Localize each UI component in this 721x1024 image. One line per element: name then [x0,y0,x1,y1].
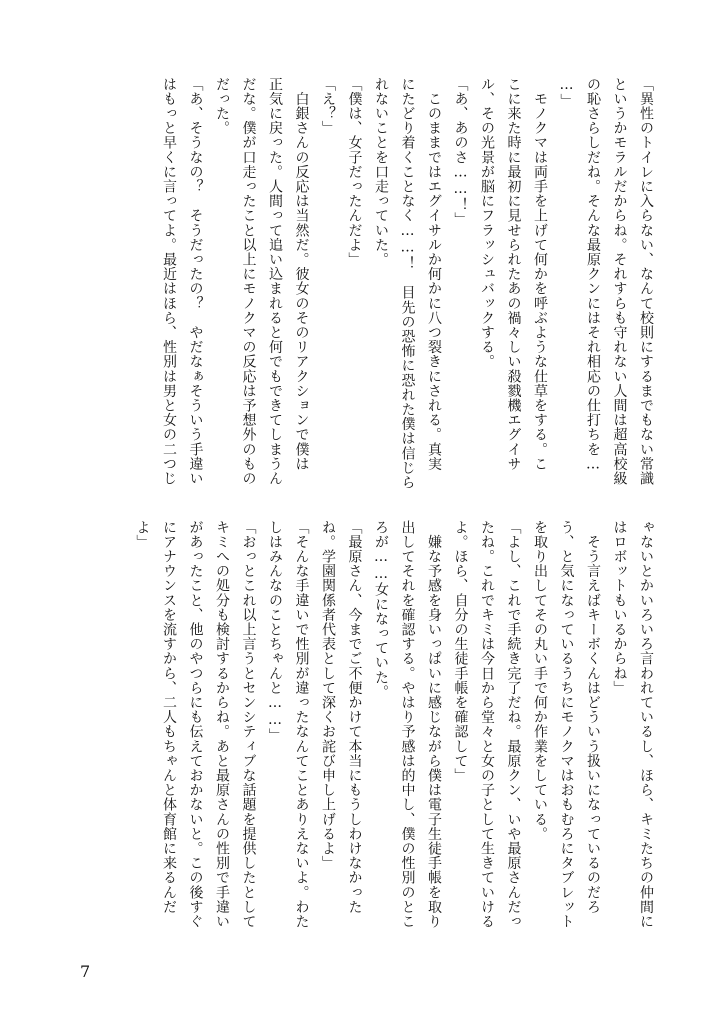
lower-text-line: はロボットもいるからね」 [611,520,628,696]
upper-text-line: 「異性のトイレに入らない、なんて校則にするまでもない常識 [638,77,654,486]
lower-text-line: 出してそれを確認する。やはり予感は的中し、僕の性別のとこ [399,520,416,929]
upper-text-line: こに来た時に最初に見せられたあの禍々しい殺戮機エグイサ [505,77,522,472]
lower-text-line: 「そんな手違いで性別が違ったなんてことありえないよ。わた [293,520,310,929]
lower-text-line: そう言えばキーボくんはどういう扱いになっているのだろ [585,520,601,915]
upper-text-line: の恥さらしだね。そんな最原クンにはそれ相応の仕打ちを… [585,77,601,474]
upper-text-line: このままではエグイサルか何かに八つ裂きにされる。真実 [426,77,442,472]
lower-text-line: があったこと、他のやつらにも伝えておかないと。この後すぐ [187,520,204,929]
upper-text-line: ル、その光景が脳にフラッシュバックする。 [479,77,495,369]
upper-text-line: 「え？」 [320,77,336,136]
lower-text-line: を取り出してその丸い手で何か作業をしている。 [532,520,548,842]
upper-text-line: だな。僕が口走ったこと以上にモノクマの反応は予想外のもの [240,77,257,486]
lower-text-line: しはみんなのことちゃんと……」 [267,520,283,743]
upper-text-line: れないことを口走っていた。 [373,77,389,267]
page-number: 7 [80,962,91,981]
lower-text-block [129,520,659,960]
lower-text-line: 「おっとこれ以上言うとセンシティブな話題を提供したとして [240,520,257,929]
upper-text-line: 白銀さんの反応は当然だ。彼女のそのリアクションで僕は [293,77,310,472]
lower-text-line: 嫌な予感を身いっぱいに感じながら僕は電子生徒手帳を取り [426,520,442,929]
upper-text-line: 正気に戻った。人間って追い込まれると何でもできてしまうん [267,77,283,486]
lower-text-line: ろが……女になっていた。 [373,520,389,700]
upper-text-line: 「あ、そうなの？ そうだったの？ やだなぁそういう手違い [187,77,204,486]
lower-text-line: う、と気になっているうちにモノクマはおもむろにタブレット [558,520,575,929]
lower-text-line: キミへの処分も検討するからね。あと最原さんの性別で手違い [214,520,230,929]
upper-text-line: 「あ、あのさ……！」 [452,77,469,227]
lower-text-line: よ。ほら、自分の生徒手帳を確認して」 [452,520,469,783]
upper-text-line: モノクマは両手を上げて何かを呼ぶような仕草をする。こ [532,77,548,472]
lower-text-line: 「最原さん、今までご不便かけて本当にもうしわけなかった [346,520,363,915]
upper-text-line: はもっと早くに言ってよ。最近はほら、性別は男と女の二つじ [161,77,177,486]
lower-text-line: ゃないとかいろいろ言われているし、ほら、キミたちの仲間に [638,520,654,929]
lower-text-line: ね。学園関係者代表として深くお詫び申し上げるよ」 [320,520,336,871]
upper-text-line: だった。 [214,77,230,136]
lower-text-line: にアナウンスを流すから、二人もちゃんと体育館に来るんだ [161,520,177,915]
upper-text-line: 「僕は、女子だったんだよ」 [346,77,363,267]
upper-text-line: にたどり着くことなく……！ 目先の恐怖に恐れた僕は信じら [399,77,416,490]
lower-text-line: 「よし、これで手続き完了だね。最原クン、いや最原さんだっ [505,520,522,929]
lower-text-line: よ」 [134,520,151,550]
upper-text-line: というかモラルだからね。それすらも守れない人間は超高校級 [611,77,628,486]
upper-text-line: …」 [558,77,575,109]
upper-text-block [156,77,660,509]
lower-text-line: たね。これでキミは今日から堂々と女の子として生きていける [479,520,495,929]
